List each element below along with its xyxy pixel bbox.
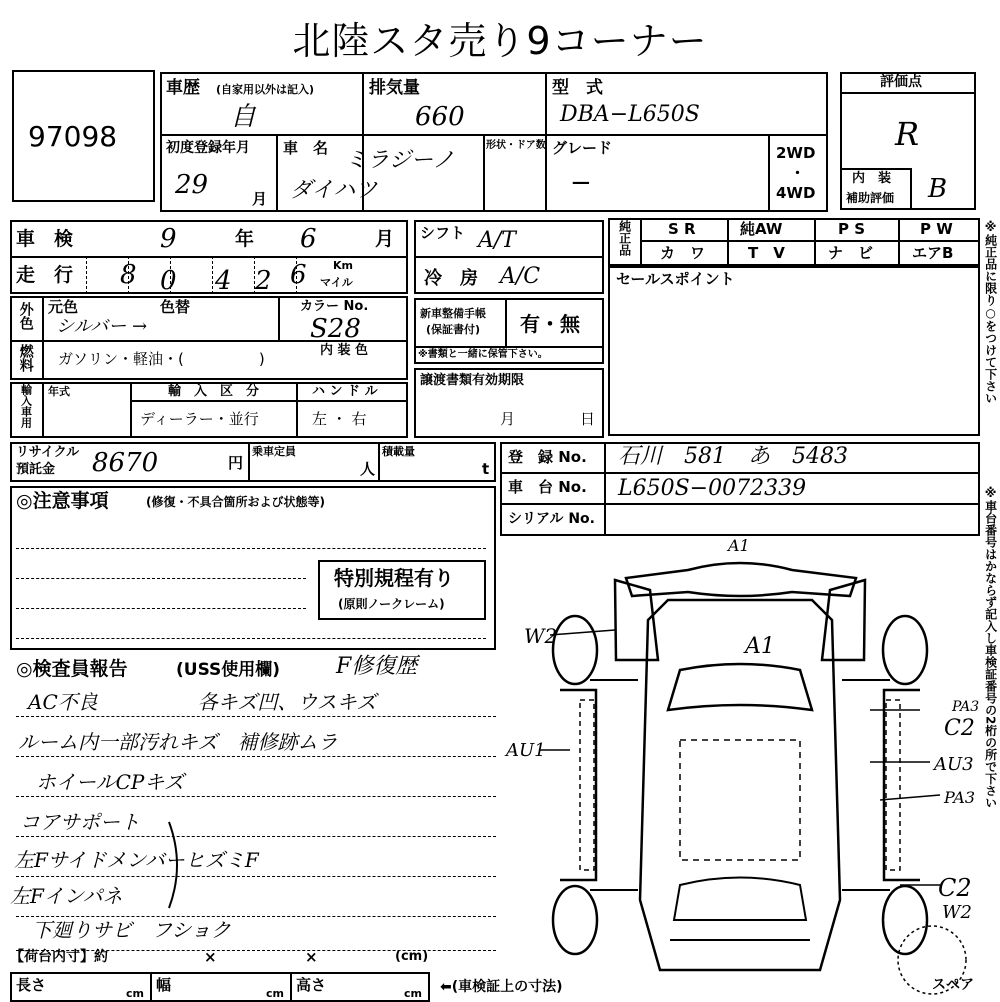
recycle-unit: 円 — [228, 454, 244, 472]
cargo-x1: × — [204, 948, 217, 966]
mileage-digit-3: 4 — [215, 266, 232, 296]
sales-point-box — [608, 266, 980, 436]
serial-label: シリアル No. — [508, 511, 595, 527]
page-title: 北陸スタ売り9コーナー — [292, 19, 708, 63]
recycle-label-2: 預託金 — [16, 462, 56, 477]
handle-label: ハ ン ド ル — [312, 384, 378, 399]
interior-score-label-2: 補助評価 — [846, 191, 895, 205]
inspector-line-5: 左FサイドメンバーヒズミF — [14, 848, 259, 872]
import-type-value: ディーラー・並行 — [140, 410, 259, 428]
inspection-label: 車 検 — [16, 228, 74, 250]
drive-dot: ・ — [790, 164, 806, 182]
mileage-label: 走 行 — [16, 264, 74, 286]
vehicle-diagram — [500, 536, 980, 1000]
special-rule-line1: 特別規程有り — [334, 566, 454, 590]
history-note: (自家用以外は記入) — [216, 83, 315, 96]
interior-color-label: 内 装 色 — [320, 343, 369, 358]
notes-label: ◎注意事項 — [16, 490, 109, 512]
fuel-side-label: 燃料 — [17, 344, 34, 372]
color-code-label: カラー No. — [300, 299, 369, 314]
mileage-digit-4: 2 — [255, 266, 272, 296]
import-side-label: 輸入車用 — [19, 384, 33, 428]
car-name-label: 車 名 — [283, 139, 329, 157]
model-type-label: 型 式 — [552, 78, 603, 98]
import-year-label: 年式 — [48, 385, 70, 398]
option-pw: P W — [920, 220, 953, 238]
dimensions-block — [10, 972, 430, 1002]
mileage-digit-5: 6 — [290, 260, 307, 290]
inspector-line-3: ホイールCPキズ — [36, 770, 184, 794]
score-value: R — [895, 115, 920, 153]
diagram-mark-top: A1 — [728, 536, 750, 555]
width-unit: cm — [266, 987, 284, 1000]
load-label: 積載量 — [382, 445, 415, 458]
maintenance-label-2: (保証書付) — [426, 323, 481, 336]
drive-4wd: 4WD — [776, 184, 816, 202]
maintenance-label-1: 新車整備手帳 — [420, 307, 486, 320]
lot-number: 97098 — [28, 120, 118, 153]
interior-score-label-1: 内 装 — [852, 171, 892, 186]
inspector-sub: (USS使用欄) — [176, 660, 281, 680]
interior-score-value: B — [928, 174, 948, 204]
inspector-line-4: コアサポート — [20, 810, 140, 834]
cargo-x2: × — [305, 948, 318, 966]
chassis-value: L650S−0072339 — [618, 476, 807, 501]
import-type-label: 輸 入 区 分 — [168, 384, 260, 399]
model-type-value: DBA−L650S — [560, 102, 700, 127]
color-change-label: 色替 — [160, 298, 191, 316]
inspection-month: 6 — [300, 224, 317, 254]
score-label: 評価点 — [880, 74, 922, 90]
notes-sub: (修復・不具合箇所および状態等) — [146, 495, 325, 509]
options-side-label: 純正品 — [617, 220, 632, 256]
maintenance-note: ※書類と一緒に保管下さい。 — [418, 349, 548, 360]
option-airbag: エアB — [912, 244, 954, 262]
body-doors-label: 形状・ドア数 — [486, 140, 546, 151]
transfer-docs-day: 日 — [580, 410, 596, 428]
history-label: 車歴 — [166, 78, 200, 98]
cargo-label: 【荷台内寸】約 — [10, 949, 108, 965]
handle-value: 左 ・ 右 — [312, 410, 367, 428]
inspector-header-note: F修復歴 — [336, 654, 418, 679]
diagram-mark-roof: A1 — [745, 634, 775, 659]
car-maker-value: ダイハツ — [290, 178, 378, 203]
history-value: 自 — [230, 102, 257, 132]
special-rule-line2: (原則ノークレーム) — [338, 597, 445, 611]
diagram-mark-right-1: PA3 — [952, 699, 980, 715]
height-unit: cm — [404, 987, 422, 1000]
length-unit: cm — [126, 987, 144, 1000]
diagram-mark-right-3: AU3 — [934, 754, 974, 775]
sales-point-label: セールスポイント — [616, 270, 735, 288]
side-note-genuine: ※純正品に限り○をつけて下さい — [983, 220, 998, 404]
inspection-month-unit: 月 — [375, 228, 395, 250]
color-original-label: 元色 — [48, 298, 79, 316]
mileage-unit-mile: マイル — [320, 276, 353, 289]
diagram-mark-right-4: PA3 — [944, 788, 976, 807]
aircon-label: 冷 房 — [424, 268, 478, 289]
inspector-line-2: ルーム内一部汚れキズ 補修跡ムラ — [18, 730, 338, 754]
option-aw: 純AW — [740, 220, 783, 238]
maintenance-value: 有・無 — [520, 312, 580, 336]
inspection-year: 9 — [160, 224, 177, 254]
aircon-value: A/C — [500, 264, 541, 289]
load-unit: t — [482, 460, 490, 478]
width-label: 幅 — [156, 976, 172, 994]
registration-value: 石川 581 あ 5483 — [618, 444, 848, 469]
capacity-unit: 人 — [360, 460, 376, 478]
length-label: 長さ — [16, 976, 47, 994]
inspector-line-1: AC不良 各キズ凹、ウスキズ — [28, 690, 377, 714]
color-code-value: S28 — [310, 314, 361, 344]
first-reg-month-unit: 月 — [252, 190, 268, 208]
spare-label: スペア — [932, 977, 974, 993]
diagram-mark-right-2: C2 — [944, 716, 975, 741]
diagram-mark-left-mid: AU1 — [506, 740, 546, 761]
color-original-value: シルバー → — [56, 316, 148, 337]
mileage-digit-1: 8 — [120, 260, 137, 290]
recycle-label-1: リサイクル — [16, 445, 80, 460]
inspector-bracket — [165, 820, 195, 910]
inspector-line-6: 左Fインパネ — [10, 884, 123, 908]
shift-value: A/T — [478, 228, 516, 253]
grade-value: − — [570, 168, 592, 198]
mileage-digit-2: 0 — [160, 266, 177, 296]
inspection-year-unit: 年 — [235, 228, 255, 250]
first-reg-label: 初度登録年月 — [166, 140, 250, 156]
option-ps: P S — [838, 220, 866, 238]
displacement-label: 排気量 — [369, 78, 420, 98]
option-navi: ナ ビ — [828, 244, 874, 262]
drive-2wd: 2WD — [776, 144, 816, 162]
cargo-unit: (cm) — [395, 949, 429, 964]
shift-label: シフト — [420, 224, 466, 242]
diagram-mark-rear-1: C2 — [938, 874, 972, 902]
recycle-value: 8670 — [92, 448, 159, 478]
fuel-options: ガソリン・軽油・( ) — [58, 350, 265, 368]
transfer-docs-label: 譲渡書類有効期限 — [420, 373, 525, 388]
diagram-mark-left-front: W2 — [524, 624, 558, 648]
capacity-label: 乗車定員 — [252, 445, 296, 458]
option-kawa: カ ワ — [660, 244, 706, 262]
height-label: 高さ — [296, 976, 327, 994]
displacement-value: 660 — [415, 102, 465, 132]
option-sr: S R — [668, 220, 696, 238]
chassis-label: 車 台 No. — [508, 478, 587, 496]
inspector-label: ◎検査員報告 — [16, 658, 128, 680]
diagram-mark-rear-2: W2 — [942, 902, 972, 923]
inspector-line-7: 下廻りサビ フショク — [32, 918, 231, 942]
dimensions-note: ⬅(車検証上の寸法) — [440, 979, 563, 995]
option-tv: T V — [748, 244, 785, 262]
mileage-unit-km: Km — [333, 259, 353, 272]
car-model-value: ミラジーノ — [345, 148, 455, 173]
registration-label: 登 録 No. — [508, 448, 587, 466]
side-note-chassis: ※車台番号はかならず記入し車検証番号の2桁の所で下さい — [983, 486, 998, 809]
grade-label: グレード — [552, 139, 613, 157]
color-side-label: 外色 — [17, 302, 34, 330]
first-reg-year: 29 — [175, 170, 209, 200]
transfer-docs-month: 月 — [500, 410, 516, 428]
